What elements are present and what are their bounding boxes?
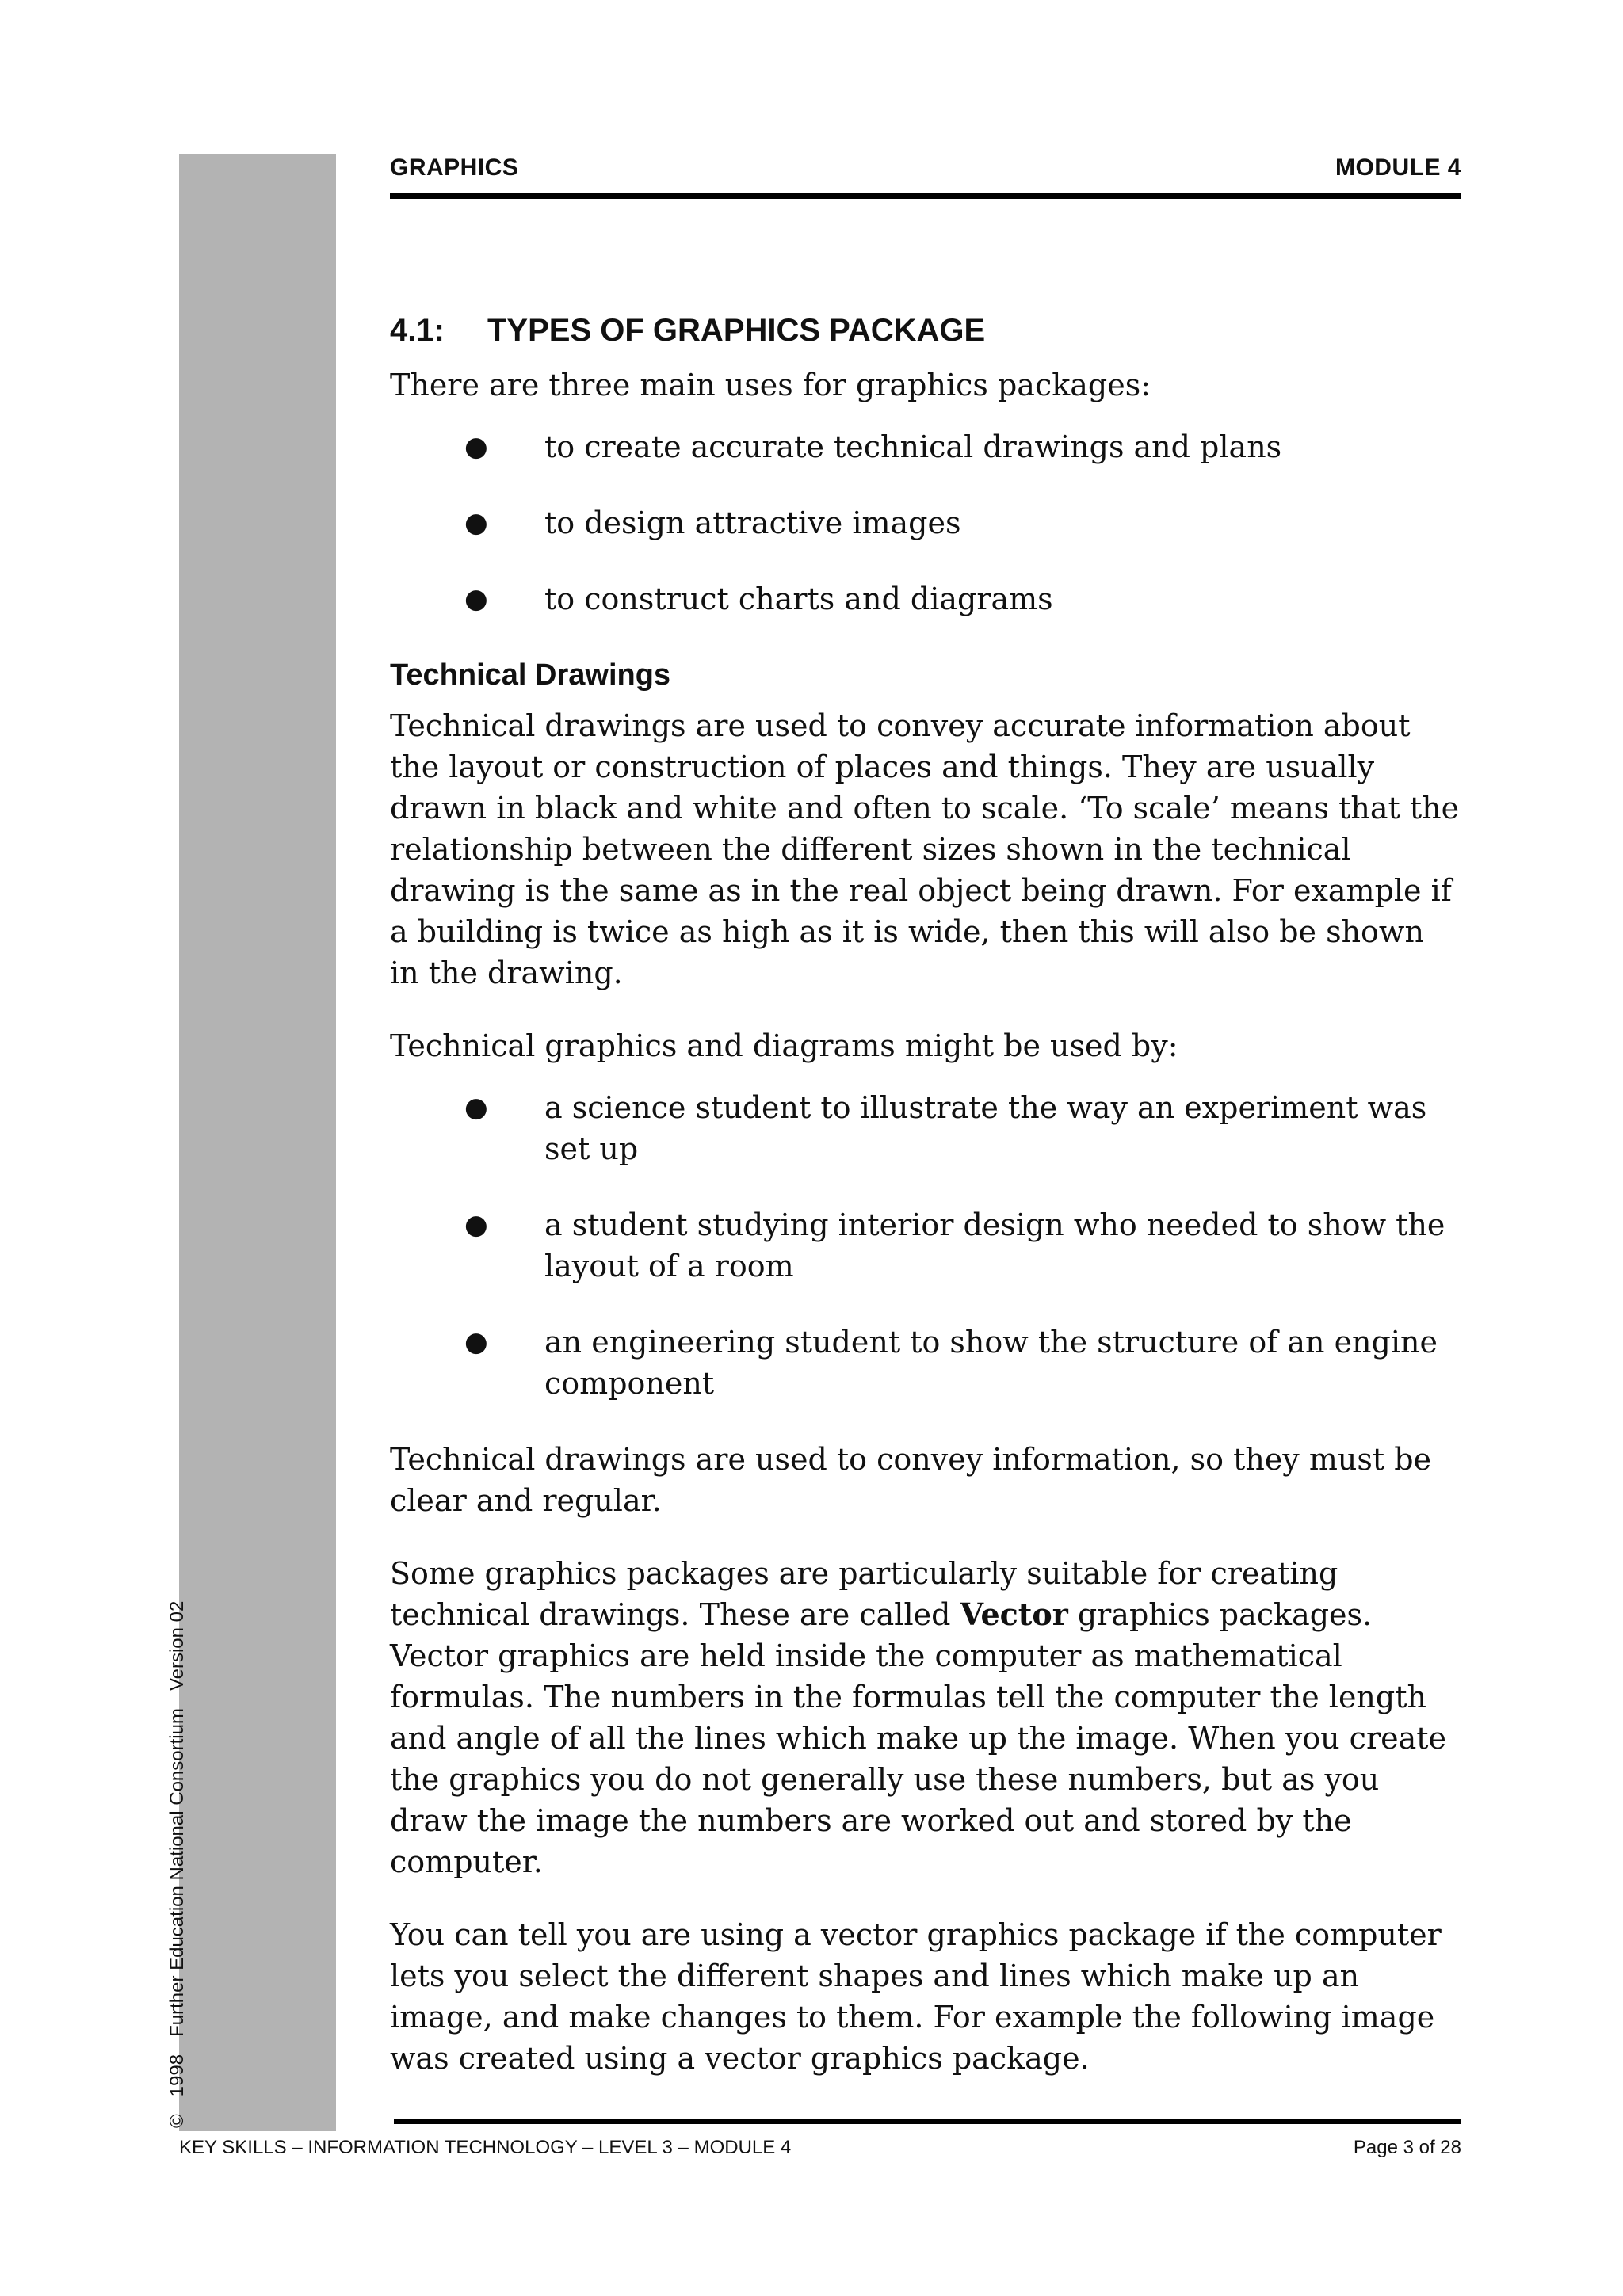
bullet-icon: ● <box>464 431 488 463</box>
header-title: GRAPHICS <box>390 154 519 181</box>
header-rule <box>390 193 1461 199</box>
list-item: ● to create accurate technical drawings and plans <box>390 426 1461 467</box>
list-item: ● to design attractive images <box>390 502 1461 543</box>
bullet-icon: ● <box>464 1092 488 1123</box>
uses-list <box>390 426 1461 620</box>
bullet-icon: ● <box>464 1209 488 1241</box>
footer-rule <box>394 2119 1461 2124</box>
bullet-icon: ● <box>464 1326 488 1358</box>
section-number: 4.1: <box>390 313 445 348</box>
copyright-icon: © <box>166 2114 188 2128</box>
copyright-version: Version 02 <box>166 1600 188 1691</box>
margin-strip <box>179 154 336 2131</box>
users-list <box>390 1087 1461 1404</box>
body-content <box>390 364 1461 2111</box>
bullet-icon: ● <box>464 507 488 539</box>
section-heading: TYPES OF GRAPHICS PACKAGE <box>487 313 986 348</box>
intro-paragraph: There are three main uses for graphics packages: <box>390 368 1151 402</box>
page-header <box>390 154 1461 199</box>
paragraph-scale: Technical drawings are used to convey accurate information about the layout or construction of places and things. They are usually drawn in black and white and often to scale. ‘To scale’ means that the relationship between the different sizes shown in the technical drawing is the same as in the real object being drawn. For example if a building is twice as high as it is wide, then this will also be shown in the drawing. <box>390 708 1460 990</box>
list-item: ● a science student to illustrate the way an experiment was set up <box>390 1087 1461 1169</box>
bullet-icon: ● <box>464 583 488 615</box>
header-module: MODULE 4 <box>1335 154 1461 181</box>
technical-drawings-heading: Technical Drawings <box>390 658 671 692</box>
paragraph-vector: Some graphics packages are particularly suitable for creating technical drawings. These are called Vector graphics packages. Vector graphics are held inside the computer as mathematical formulas. The numbers in the formulas tell the computer the length and angle of all the lines which make up the image. When you create the graphics you do not generally use these numbers, but as you draw the image the numbers are worked out and stored by the computer. <box>390 1556 1447 1879</box>
paragraph-convey: Technical drawings are used to convey information, so they must be clear and regular. <box>390 1442 1432 1518</box>
list-item: ● a student studying interior design who needed to show the layout of a room <box>390 1204 1461 1287</box>
vector-term: Vector <box>960 1596 1068 1632</box>
page-number: Page 3 of 28 <box>1353 2137 1461 2158</box>
section-title <box>390 311 1461 349</box>
footer-course: KEY SKILLS – INFORMATION TECHNOLOGY – LEVEL 3 – MODULE 4 <box>179 2137 792 2158</box>
paragraph-used-by: Technical graphics and diagrams might be used by: <box>390 1028 1178 1063</box>
paragraph-tell-vector: You can tell you are using a vector graphics package if the computer lets you select the different shapes and lines which make up an image, and make changes to them. For example the following image was created using a vector graphics package. <box>390 1917 1442 2076</box>
copyright-org: Further Education National Consortium <box>166 1708 188 2037</box>
copyright-year: 1998 <box>166 2054 188 2097</box>
copyright-note <box>166 1584 189 2128</box>
list-item: ● to construct charts and diagrams <box>390 578 1461 620</box>
list-item: ● an engineering student to show the structure of an engine component <box>390 1322 1461 1404</box>
